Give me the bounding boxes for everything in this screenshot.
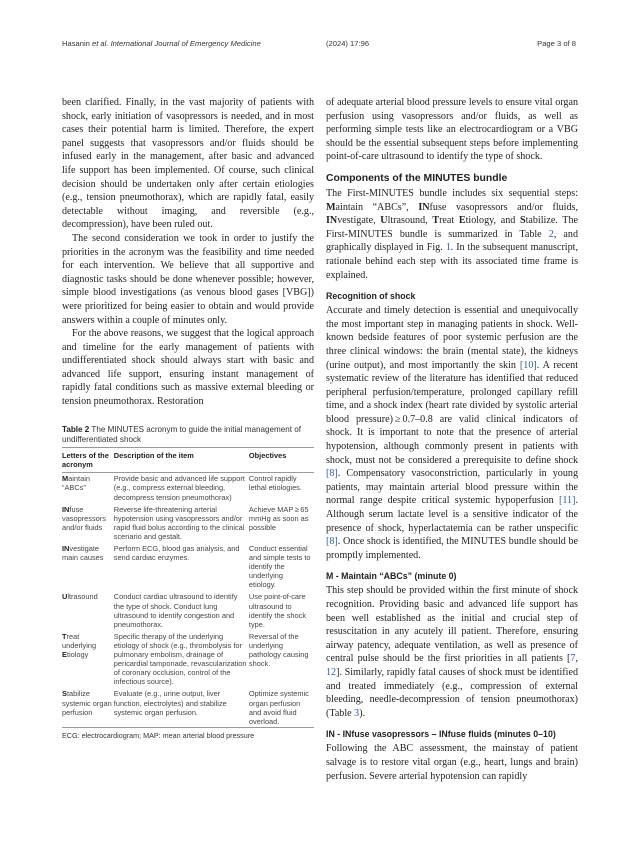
body-paragraph: The First-MINUTES bundle includes six sequential steps: Maintain “ABCs”, INfuse vasopressors and/or fluids, INvestigate, Ultrasound, Treat Etiology, and Stabilize. The First-MINUTES bundle is summarized in Table 2, and graphically displayed in Fig. 1. In the subsequent manuscript, rationale behind each step with its associated time frame is explained.	[326, 187, 579, 281]
figure-1-link[interactable]: 1	[445, 242, 451, 254]
objective-cell: Control rapidly lethal etiologies.	[248, 474, 302, 493]
table-row	[62, 688, 314, 728]
table-footnote: ECG: electrocardiogram; MAP: mean arterial blood pressure	[62, 731, 255, 741]
description-cell: Perform ECG, blood gas analysis, and send cardiac enzymes.	[113, 544, 240, 563]
subsection-heading-recognition: Recognition of shock	[326, 291, 416, 302]
table-3-link[interactable]: 3	[354, 707, 360, 719]
header-page-number: Page 3 of 8	[537, 39, 576, 48]
reference-link[interactable]: [8]	[326, 468, 338, 480]
body-paragraph: Accurate and timely detection is essential and unequivocally the most important step in managing patients in shock. Well-known bedside features of poor systemic perfusion are the three clinical windows: the brain (mental state), the kidneys (urine output), and most importantly the skin [10]. A recent systematic review of the literature has identified that reduced peripheral perfusion/temperature, prolonged capillary refill time, and a shock index (heart rate divided by systolic arterial blood pressure) ≥ 0.7–0.8 are valid clinical indicators of shock. It is important to note that the presence of arterial hypotension, although commonly present in patients with shock, must not be considered a prerequisite to define shock [8]. Compensatory vasoconstriction, particularly in young patients, may maintain arterial blood pressure within the normal range despite critical systemic hypoperfusion [11]. Although serum lactate level is a sensitive indicator of the presence of shock, hyperlactatemia can be rather unspecific [8]. Once shock is identified, the MINUTES bundle should be promptly implemented.	[326, 305, 579, 561]
letter-cell: Ultrasound	[62, 592, 98, 602]
description-cell: Specific therapy of the underlying etiology of shock (e.g., thrombolysis for pulmonary embolism, drainage of pericardial tamponade, revascularization of coronary occlusion, control of the infectious source).	[113, 631, 247, 687]
running-header	[62, 39, 576, 51]
reference-link[interactable]: [10]	[519, 359, 537, 371]
table-row	[62, 543, 314, 591]
objective-cell: Conduct essential and simple tests to identify the underlying etiology.	[248, 544, 311, 590]
reference-link[interactable]: 7	[570, 653, 576, 665]
header-citation-line: Hasanin et al. International Journal of Emergency Medicine	[62, 39, 261, 48]
subsection-heading-infuse: IN - INfuse vasopressors – INfuse fluids (minutes 0–10)	[326, 729, 556, 740]
table-caption-text: The MINUTES acronym to guide the initial management of undifferentiated shock	[62, 424, 302, 444]
letter-cell: Stabilize systemic organ perfusion	[62, 689, 112, 717]
col-header-description: Description of the item	[113, 450, 194, 460]
letter-cell: Maintain “ABCs”	[62, 474, 90, 493]
table-row	[62, 503, 314, 542]
body-paragraph: The second consideration we took in order to justify the priorities in the acronym was the feasibility and time needed for each intervention. We believe that all supportive and diagnostic tasks should be done whenever possible; however, simple blood investigations (as venous blood gases [VBG]) were prioritized for being easier to obtain and would provide answers within a couple of minutes only.	[62, 232, 314, 326]
table-row	[62, 472, 314, 503]
reference-link[interactable]: 12	[326, 666, 337, 678]
description-cell: Reverse life-threatening arterial hypotension using vasopressors and/or rapid fluid bolus according to the clinical scenario and gestalt.	[113, 504, 245, 541]
body-paragraph: Following the ABC assessment, the mainstay of patient salvage is to restore vital organ (e.g., heart, lungs and brain) perfusion. Severe arterial hypotension can rapidly	[326, 743, 578, 782]
objective-cell: Reversal of the underlying pathology causing shock.	[248, 631, 309, 669]
subsection-heading-maintain: M - Maintain “ABCs” (minute 0)	[326, 571, 457, 582]
body-paragraph: This step should be provided within the first minute of shock recognition. Providing basic and advanced life support has been well established as the initial and crucial step of resuscitation in any acutely ill patient. Therefore, ensuring airway patency, adequate ventilation, as well as presence of central pulse should be the first priorities in all patients [7, 12]. Similarly, rapidly fatal causes of shock must be identified and treated immediately (e.g., compression of external bleeding, needle-decompression of tension pneumothorax) (Table 3).	[326, 585, 578, 719]
letter-cell: INvestigate main causes	[62, 544, 104, 563]
col-header-letters: Letters of the acronym	[62, 450, 109, 469]
description-cell: Provide basic and advanced life support (e.g., compress external bleeding, decompress tension pneumothorax)	[113, 474, 245, 502]
left-column	[62, 96, 314, 740]
description-cell: Evaluate (e.g., urine output, liver function, electrolytes) and stabilize systemic organ perfusion.	[113, 689, 227, 717]
table-row	[62, 591, 314, 630]
body-paragraph: For the above reasons, we suggest that the logical approach and timeline for the early management of patients with undifferentiated shock should always start with basic and advanced life support, ensuring instant management of rapidly fatal conditions such as massive external bleeding or tension pneumothorax. Restoration	[62, 328, 314, 408]
letter-cell: Treat underlying Etiology	[62, 631, 97, 660]
table-2-link[interactable]: 2	[548, 228, 554, 240]
reference-link[interactable]: [11]	[559, 495, 576, 507]
objective-cell: Achieve MAP ≥ 65 mmHg as soon as possible	[248, 504, 309, 532]
objective-cell: Use point-of-care ultrasound to identify the shock type.	[248, 592, 307, 629]
right-column	[326, 96, 578, 783]
section-heading-components: Components of the MINUTES bundle	[326, 172, 508, 184]
table-label: Table 2	[62, 424, 90, 434]
col-header-objectives: Objectives	[248, 450, 287, 460]
body-paragraph: of adequate arterial blood pressure levels to ensure vital organ perfusion using vasopressors and/or fluids, as well as performing simple tests like an electrocardiogram or a VBG should be the essential subsequent steps before implementing point-of-care ultrasound to identify the type of shock.	[326, 97, 578, 163]
table-caption	[62, 425, 314, 447]
body-paragraph: been clarified. Finally, in the vast majority of patients with shock, early initiation of vasopressors is needed, and in most cases their potential harm is limited. Therefore, the expert panel suggests that vasopressors and/or fluids should be infused early in the management, after basic and advanced life support has been implemented. Of course, such clinical decision should be undertaken only after certain etiologies (e.g., tension pneumothorax), which are rapidly fatal, easily detectable without imaging, and reversible (e.g., decompression), have been ruled out.	[62, 97, 314, 231]
letter-cell: INfuse vasopressors and/or fluids	[62, 504, 106, 532]
table-header-row	[62, 447, 314, 472]
reference-link[interactable]: [8]	[326, 536, 338, 548]
objective-cell: Optimize systemic organ perfusion and avoid fluid overload.	[248, 689, 309, 726]
description-cell: Conduct cardiac ultrasound to identify the type of shock. Conduct lung ultrasound to identify congestion and pneumothorax.	[113, 592, 238, 629]
table-row	[62, 630, 314, 688]
minutes-table	[62, 447, 314, 729]
header-volume: (2024) 17:96	[326, 39, 370, 48]
